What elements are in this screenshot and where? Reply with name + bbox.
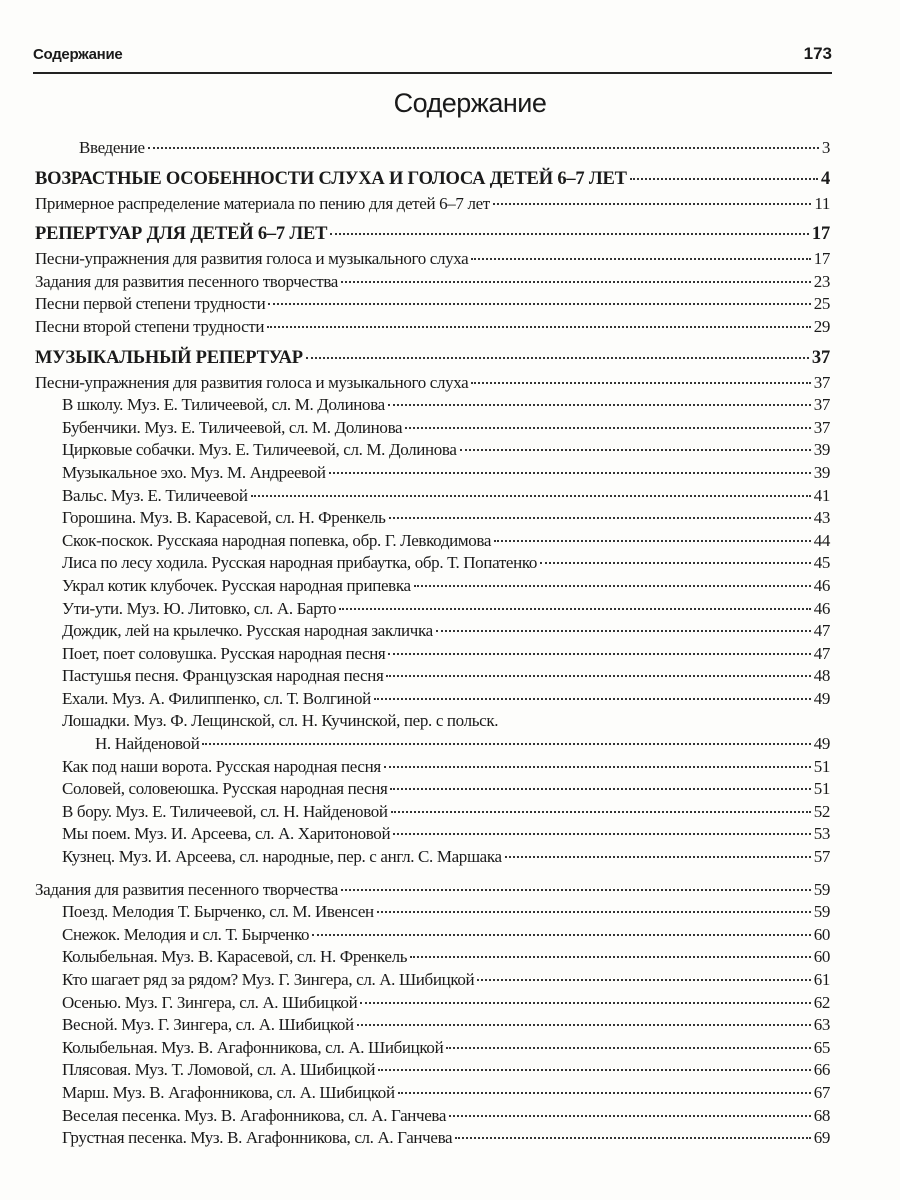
dot-leader xyxy=(505,856,811,858)
toc-entry-title: Осенью. Муз. Г. Зингера, сл. А. Шибицкой xyxy=(62,992,358,1012)
toc-entry-page: 61 xyxy=(813,970,830,989)
toc-entry-page: 68 xyxy=(813,1105,830,1125)
toc-entry-page: 45 xyxy=(813,553,830,573)
toc-entry-title: Как под наши ворота. Русская народная песня xyxy=(62,756,381,776)
toc-entry xyxy=(35,223,830,248)
toc-entry-page: 59 xyxy=(813,879,830,899)
toc-entry xyxy=(35,575,830,598)
toc-entry-page: 49 xyxy=(813,688,830,708)
toc-entry-title: Музыкальное эхо. Муз. М. Андреевой xyxy=(62,462,326,482)
toc-entry-page: 25 xyxy=(813,294,830,314)
toc-entry-title: Поет, поет соловушка. Русская народная песня xyxy=(62,643,386,663)
dot-leader xyxy=(388,653,810,655)
dot-leader xyxy=(148,147,819,149)
toc-entry-page: 46 xyxy=(813,598,830,618)
toc-entry xyxy=(35,665,830,688)
toc-entry-page: 37 xyxy=(813,395,830,415)
page-title: Содержание xyxy=(393,88,547,118)
toc-entry xyxy=(35,992,830,1015)
toc-entry-title: ВОЗРАСТНЫЕ ОСОБЕННОСТИ СЛУХА И ГОЛОСА ДЕТЕЙ 6–7 ЛЕТ xyxy=(35,168,627,189)
toc-entry xyxy=(35,1127,830,1150)
toc-entry-title: Плясовая. Муз. Т. Ломовой, сл. А. Шибицкой xyxy=(62,1060,376,1080)
toc-entry-page: 62 xyxy=(813,992,830,1012)
toc-entry-page: 41 xyxy=(813,485,830,505)
toc-entry xyxy=(35,1082,830,1105)
toc-entry-title: Цирковые собачки. Муз. Е. Тиличеевой, сл. М. Долинова xyxy=(62,440,457,460)
toc-entry-title: Кузнец. Муз. И. Арсеева, сл. народные, пер. с англ. С. Маршака xyxy=(62,847,502,867)
toc-entry xyxy=(35,733,830,756)
dot-leader xyxy=(493,203,811,205)
dot-leader xyxy=(388,404,811,406)
toc-entry-page: 69 xyxy=(813,1128,830,1148)
toc-entry-page: 29 xyxy=(813,316,830,336)
toc-entry-page: 49 xyxy=(813,734,830,754)
toc-entry xyxy=(35,823,830,846)
toc-entry xyxy=(35,394,830,417)
toc-entry-title: Пастушья песня. Французская народная песня xyxy=(62,666,384,686)
toc-entry xyxy=(35,293,830,316)
dot-leader xyxy=(341,889,811,891)
toc-entry-title: Грустная песенка. Муз. В. Агафонникова, сл. А. Ганчева xyxy=(62,1128,453,1148)
running-header xyxy=(33,42,832,74)
toc-entry-page: 67 xyxy=(813,1082,830,1102)
toc-entry xyxy=(35,485,830,508)
dot-leader xyxy=(460,449,811,451)
toc-entry xyxy=(35,901,830,924)
toc-entry xyxy=(35,969,830,992)
dot-leader xyxy=(202,743,810,745)
toc-entry-title: Песни первой степени трудности xyxy=(35,294,266,314)
toc-entry xyxy=(35,316,830,339)
toc-entry-title: Задания для развития песенного творчества xyxy=(35,879,338,899)
toc-entry-title: Весной. Муз. Г. Зингера, сл. А. Шибицкой xyxy=(62,1015,354,1035)
toc-entry xyxy=(35,924,830,947)
toc-entry-page: 53 xyxy=(813,824,830,844)
dot-leader xyxy=(393,833,811,835)
dot-leader xyxy=(449,1115,811,1117)
toc-entry-title: Веселая песенка. Муз. В. Агафонникова, сл. А. Ганчева xyxy=(62,1105,447,1125)
dot-leader xyxy=(391,811,811,813)
dot-leader xyxy=(339,608,811,610)
toc-entry-page: 60 xyxy=(813,947,830,967)
toc-entry xyxy=(35,439,830,462)
dot-leader xyxy=(540,562,811,564)
toc-entry-page: 37 xyxy=(813,417,830,437)
toc-entry-title: Горошина. Муз. В. Карасевой, сл. Н. Френкель xyxy=(62,508,386,528)
toc-entry xyxy=(35,530,830,553)
toc-entry xyxy=(35,1059,830,1082)
toc-entry xyxy=(35,347,830,372)
toc-entry-page: 57 xyxy=(813,847,830,867)
toc-entry-page: 47 xyxy=(813,643,830,663)
toc-entry-title: Лиса по лесу ходила. Русская народная прибаутка, обр. Т. Попатенко xyxy=(62,553,538,573)
dot-leader xyxy=(374,698,811,700)
toc-entry-page: 43 xyxy=(813,508,830,528)
dot-leader xyxy=(389,517,811,519)
toc-entry-title: Примерное распределение материала по пению для детей 6–7 лет xyxy=(35,193,490,213)
toc-entry xyxy=(35,248,830,271)
toc-entry xyxy=(35,620,830,643)
dot-leader xyxy=(378,1069,811,1071)
page-number: 173 xyxy=(803,44,832,63)
toc-entry-title: Песни-упражнения для развития голоса и музыкального слуха xyxy=(35,249,469,269)
toc-entry xyxy=(35,552,830,575)
toc-entry-title: Соловей, соловеюшка. Русская народная песня xyxy=(62,779,388,799)
running-header-section: Содержание xyxy=(33,46,123,63)
toc-entry xyxy=(35,801,830,824)
toc-entry-page: 3 xyxy=(821,138,830,157)
toc-entry-title: Поезд. Мелодия Т. Бырченко, сл. М. Ивенсен xyxy=(62,902,374,922)
toc-entry-page: 48 xyxy=(813,666,830,686)
toc-entry-page: 37 xyxy=(813,372,830,392)
toc-entry-page: 65 xyxy=(813,1037,830,1057)
toc-entry-page: 44 xyxy=(813,530,830,550)
dot-leader xyxy=(455,1137,810,1139)
dot-leader xyxy=(477,979,810,981)
toc-entry-title: РЕПЕРТУАР ДЛЯ ДЕТЕЙ 6–7 ЛЕТ xyxy=(35,224,328,245)
toc-entry-page: 17 xyxy=(813,249,830,269)
toc-entry-page: 23 xyxy=(813,271,830,291)
dot-leader xyxy=(386,675,810,677)
toc-entry-page: 39 xyxy=(813,440,830,460)
toc-entry-title: Колыбельная. Муз. В. Агафонникова, сл. А. Шибицкой xyxy=(62,1037,444,1057)
dot-leader xyxy=(357,1024,811,1026)
toc-entry xyxy=(35,271,830,294)
toc-entry-page: 46 xyxy=(813,575,830,595)
toc-entry-title: Скок-поскок. Русскаяа народная попевка, обр. Г. Левкодимова xyxy=(62,530,492,550)
dot-leader xyxy=(390,788,810,790)
toc-entry-title: Песни-упражнения для развития голоса и музыкального слуха xyxy=(35,372,469,392)
toc-entry xyxy=(35,507,830,530)
dot-leader xyxy=(471,258,810,260)
dot-leader xyxy=(630,178,818,180)
toc-entry-page: 66 xyxy=(813,1060,830,1080)
toc-entry-title: Песни второй степени трудности xyxy=(35,316,265,336)
toc-entry-title: Кто шагает ряд за рядом? Муз. Г. Зингера, сл. А. Шибицкой xyxy=(62,970,475,989)
dot-leader xyxy=(312,934,811,936)
toc-entry-title: Бубенчики. Муз. Е. Тиличеевой, сл. М. Долинова xyxy=(62,417,403,437)
dot-leader xyxy=(329,472,811,474)
dot-leader xyxy=(414,585,811,587)
toc-entry-title: Колыбельная. Муз. В. Карасевой, сл. Н. Френкель xyxy=(62,947,408,967)
dot-leader xyxy=(410,956,811,958)
toc-entry-page: 51 xyxy=(813,779,830,799)
toc-entry-title: Марш. Муз. В. Агафонникова, сл. А. Шибицкой xyxy=(62,1082,395,1102)
toc-entry xyxy=(35,462,830,485)
dot-leader xyxy=(251,495,811,497)
toc-entry-page: 17 xyxy=(811,224,830,245)
toc-entry-page: 59 xyxy=(813,902,830,922)
dot-leader xyxy=(398,1092,811,1094)
dot-leader xyxy=(377,911,811,913)
dot-leader xyxy=(405,427,810,429)
toc-entry-title: Н. Найденовой xyxy=(95,734,200,754)
toc-entry xyxy=(35,688,830,711)
toc-entry-title: Задания для развития песенного творчества xyxy=(35,271,338,291)
toc-entry xyxy=(35,598,830,621)
toc-entry xyxy=(35,137,830,160)
toc-entry-title: Дождик, лей на крылечко. Русская народная закличка xyxy=(62,621,433,641)
toc-entry xyxy=(35,417,830,440)
toc-entry-page: 51 xyxy=(813,756,830,776)
dot-leader xyxy=(341,281,811,283)
toc-entry-title: МУЗЫКАЛЬНЫЙ РЕПЕРТУАР xyxy=(35,347,303,368)
toc-entry-title: Лошадки. Муз. Ф. Лещинской, сл. Н. Кучинской, пер. с польск. xyxy=(62,711,499,731)
toc-entry xyxy=(35,193,830,216)
toc-entry xyxy=(35,372,830,395)
toc-entry xyxy=(35,879,830,902)
dot-leader xyxy=(446,1047,810,1049)
toc-entry xyxy=(35,1037,830,1060)
toc-entry xyxy=(35,946,830,969)
toc-entry-page: 63 xyxy=(813,1015,830,1035)
toc-entry-title: Мы поем. Муз. И. Арсеева, сл. А. Харитоновой xyxy=(62,824,391,844)
dot-leader xyxy=(471,382,810,384)
toc-entry-title: Снежок. Мелодия и сл. Т. Бырченко xyxy=(62,924,310,944)
toc-entry-title: В бору. Муз. Е. Тиличеевой, сл. Н. Найденовой xyxy=(62,801,388,821)
dot-leader xyxy=(268,303,810,305)
toc-entry-title: Введение xyxy=(79,138,145,157)
toc-entry-title: В школу. Муз. Е. Тиличеевой, сл. М. Долинова xyxy=(62,395,385,415)
dot-leader xyxy=(494,540,811,542)
toc-entry-title: Ути-ути. Муз. Ю. Литовко, сл. А. Барто xyxy=(62,598,337,618)
toc-entry-page: 4 xyxy=(820,168,830,189)
table-of-contents xyxy=(35,137,830,1150)
toc-entry-title: Украл котик клубочек. Русская народная припевка xyxy=(62,575,411,595)
dot-leader xyxy=(330,233,809,235)
dot-leader xyxy=(436,630,811,632)
toc-entry-title: Вальс. Муз. Е. Тиличеевой xyxy=(62,485,248,505)
dot-leader xyxy=(306,357,809,359)
toc-entry-page: 60 xyxy=(813,924,830,944)
toc-entry xyxy=(35,756,830,779)
dot-leader xyxy=(384,766,811,768)
toc-entry xyxy=(35,846,830,869)
toc-entry xyxy=(35,778,830,801)
toc-entry xyxy=(35,710,830,733)
dot-leader xyxy=(267,326,811,328)
toc-entry-page: 39 xyxy=(813,462,830,482)
toc-entry-title: Ехали. Муз. А. Филиппенко, сл. Т. Волгиной xyxy=(62,688,371,708)
toc-entry xyxy=(35,643,830,666)
toc-entry-page: 11 xyxy=(814,193,830,213)
toc-entry xyxy=(35,1105,830,1128)
toc-entry xyxy=(35,168,830,193)
toc-entry-page: 37 xyxy=(811,347,830,368)
toc-entry-page: 47 xyxy=(813,621,830,641)
toc-entry-page: 52 xyxy=(813,801,830,821)
toc-entry xyxy=(35,1014,830,1037)
dot-leader xyxy=(360,1002,810,1004)
